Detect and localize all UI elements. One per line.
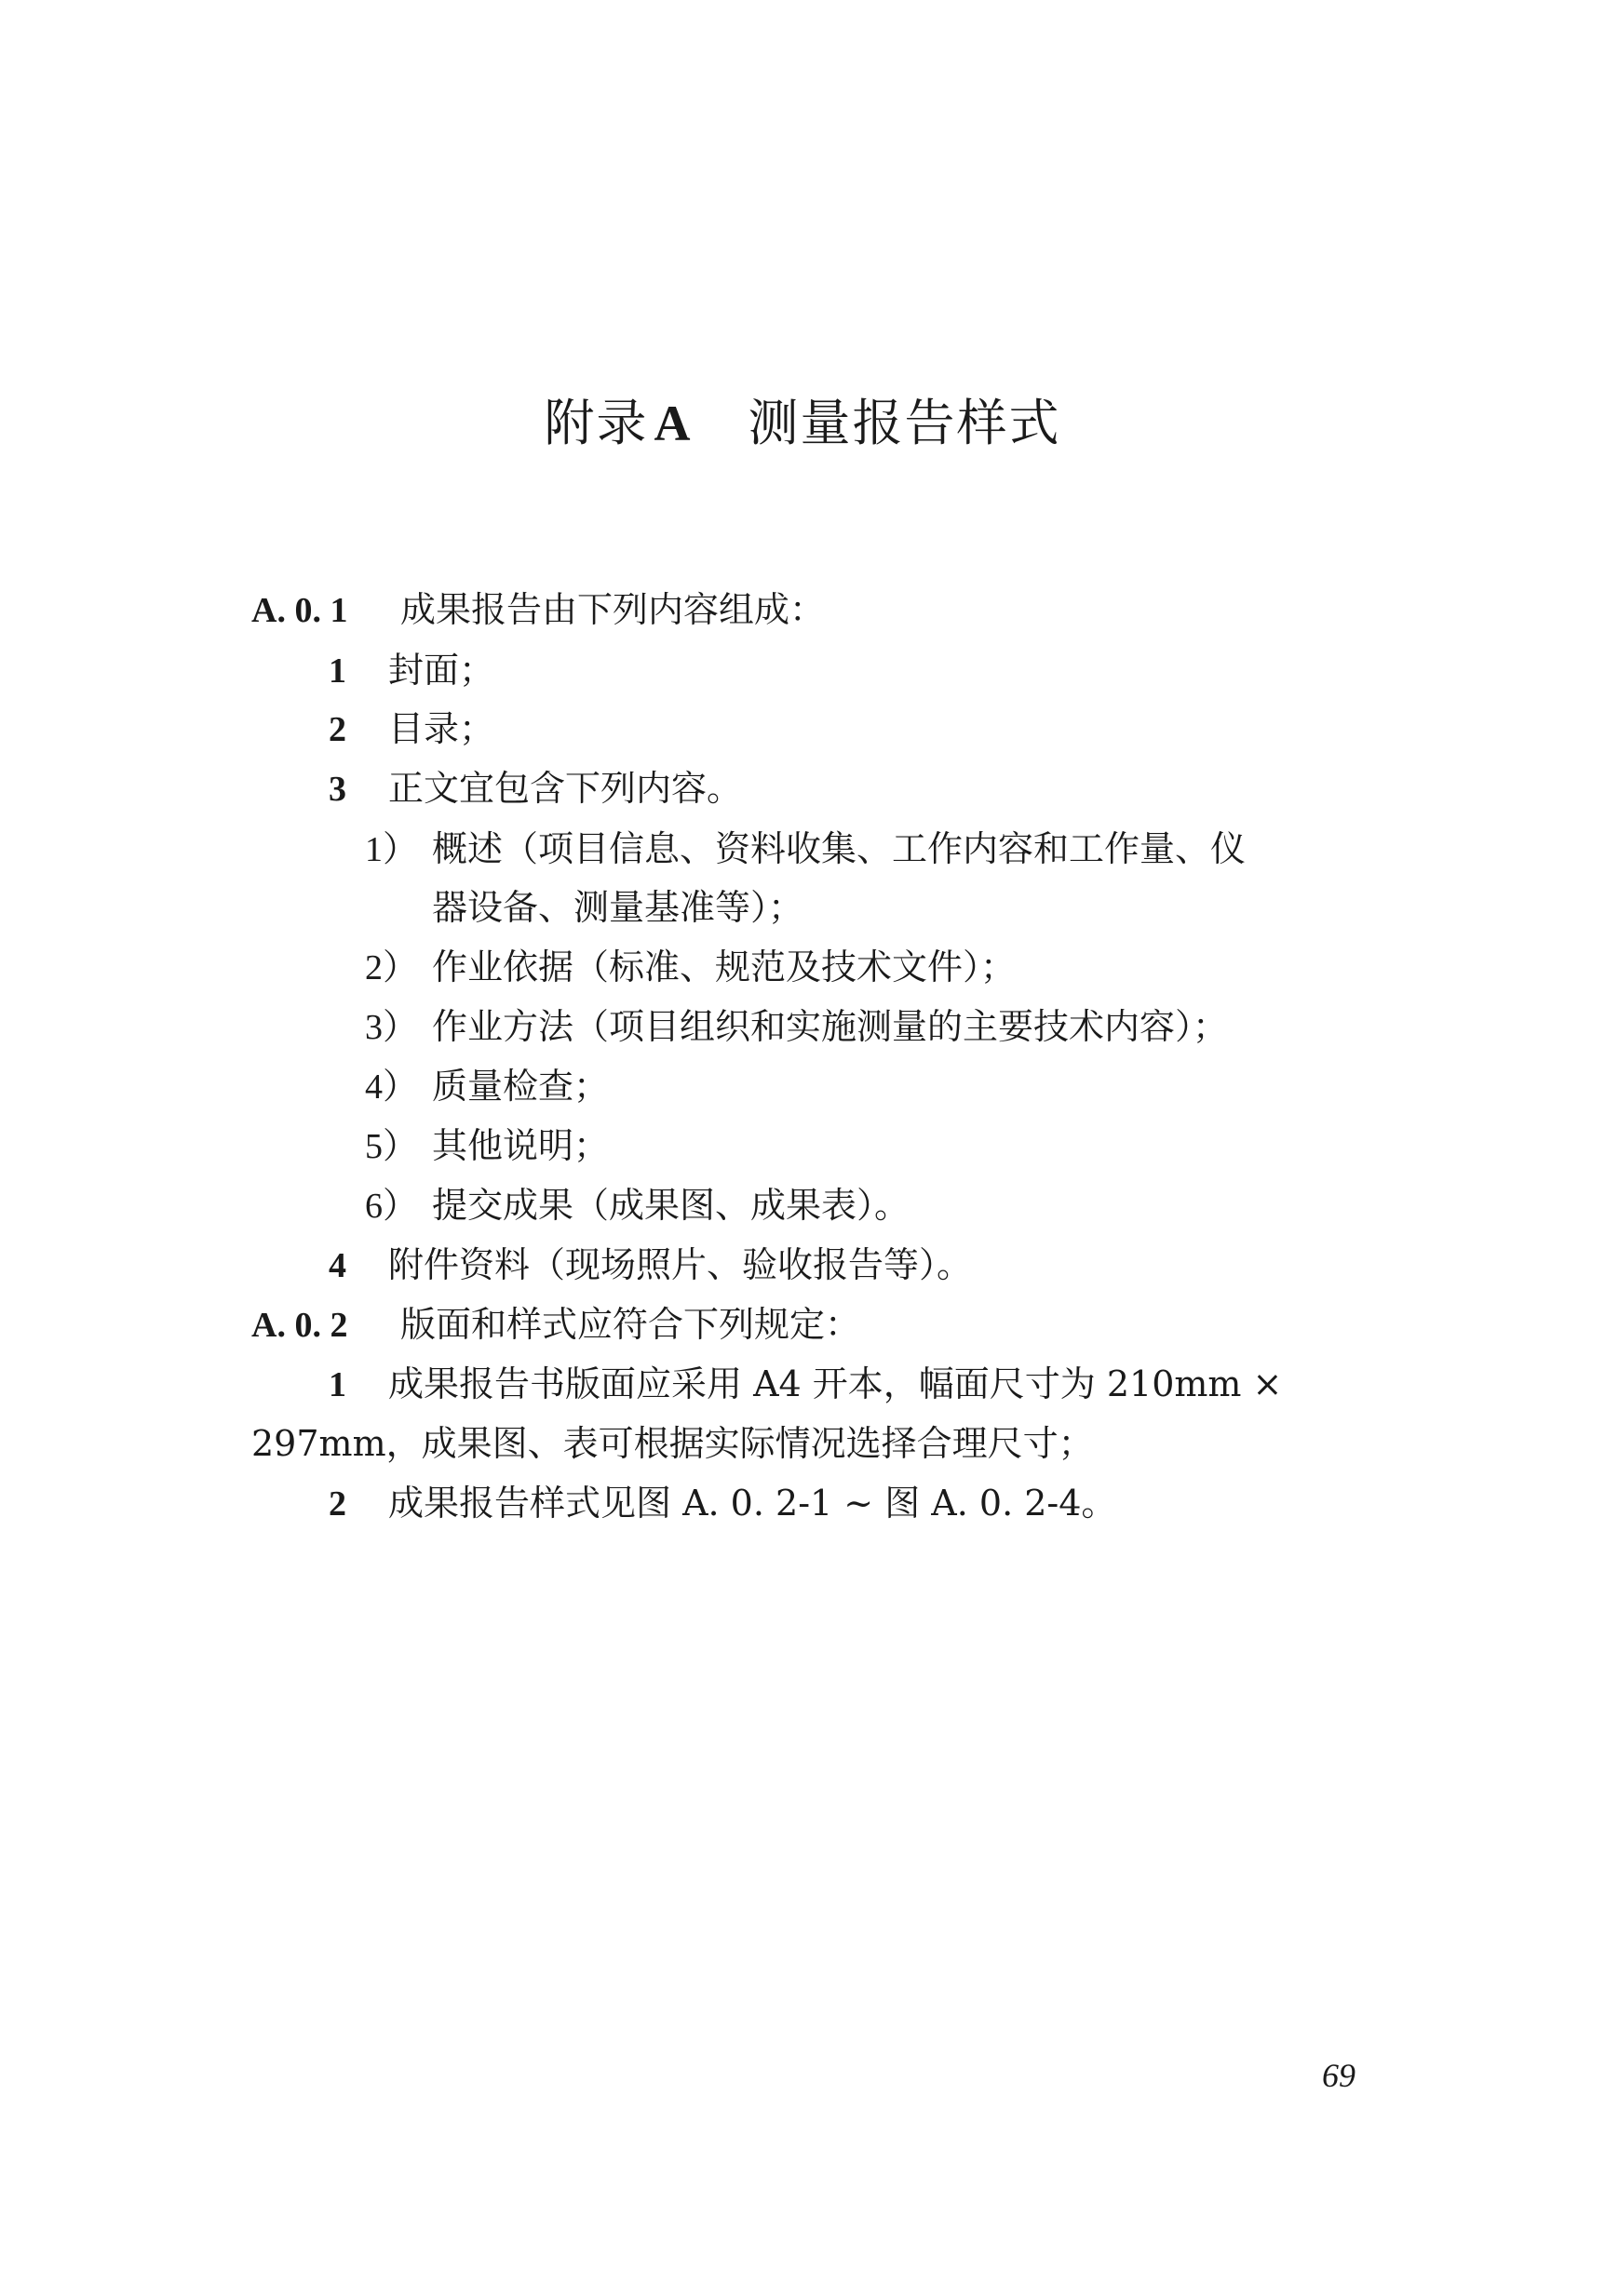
title-text: 测量报告样式 [748, 394, 1061, 452]
item-text: 正文宜包含下列内容。 [388, 768, 743, 809]
sub-item [365, 1063, 609, 1110]
item-text: 目录； [388, 708, 495, 749]
item-number: 1 [329, 651, 346, 691]
sub-item-text: 其他说明； [432, 1125, 610, 1166]
item-number: 3 [329, 770, 346, 809]
item-text: 297mm，成果图、表可根据实际情况选择合理尺寸； [251, 1423, 1094, 1464]
item-number: 2 [329, 1484, 346, 1524]
item-text: 成果报告样式见图 A. 0. 2-1 ~ 图 A. 0. 2-4。 [388, 1483, 1117, 1524]
list-item [329, 1480, 1116, 1527]
sub-item-text: 作业方法（项目组织和实施测量的主要技术内容）； [432, 1006, 1229, 1047]
sub-item-continuation [432, 884, 803, 931]
sub-item-number: 1） [365, 830, 419, 869]
list-item [329, 765, 742, 812]
title-code: A [654, 396, 693, 451]
clause-a01 [251, 586, 825, 634]
list-item [329, 1361, 1282, 1408]
item-text: 封面； [388, 650, 495, 691]
clause-number: A. 0. 1 [251, 591, 348, 630]
sub-item-text: 作业依据（标准、规范及技术文件）； [432, 947, 1017, 987]
list-item-continuation [251, 1420, 1094, 1467]
sub-item [365, 1122, 609, 1170]
list-item [329, 647, 494, 694]
sub-item-text: 概述（项目信息、资料收集、工作内容和工作量、仪 [432, 828, 1247, 869]
sub-item-number: 6） [365, 1187, 419, 1226]
sub-item-number: 5） [365, 1127, 419, 1166]
appendix-title [0, 391, 1605, 456]
sub-item-number: 3） [365, 1008, 419, 1047]
sub-item-number: 2） [365, 948, 419, 987]
page-number: 69 [1322, 2057, 1355, 2094]
sub-item-text: 质量检查； [432, 1066, 610, 1107]
sub-item-text: 提交成果（成果图、成果表）。 [432, 1185, 910, 1226]
sub-item [365, 1182, 910, 1229]
item-number: 1 [329, 1365, 346, 1404]
clause-a02 [251, 1301, 860, 1349]
clause-number: A. 0. 2 [251, 1306, 348, 1345]
sub-item-text: 器设备、测量基准等）； [432, 887, 804, 928]
item-text: 成果报告书版面应采用 A4 开本，幅面尺寸为 210mm × [388, 1363, 1283, 1404]
sub-item [365, 944, 1016, 991]
clause-text: 成果报告由下列内容组成： [400, 589, 826, 630]
list-item [329, 705, 494, 753]
sub-item-number: 4） [365, 1067, 419, 1107]
item-number: 2 [329, 710, 346, 749]
sub-item [365, 826, 1246, 873]
clause-text: 版面和样式应符合下列规定： [400, 1304, 861, 1345]
title-prefix: 附录 [544, 394, 649, 452]
sub-item [365, 1003, 1228, 1051]
list-item [329, 1242, 972, 1289]
item-text: 附件资料（现场照片、验收报告等）。 [388, 1244, 973, 1285]
item-number: 4 [329, 1246, 346, 1285]
